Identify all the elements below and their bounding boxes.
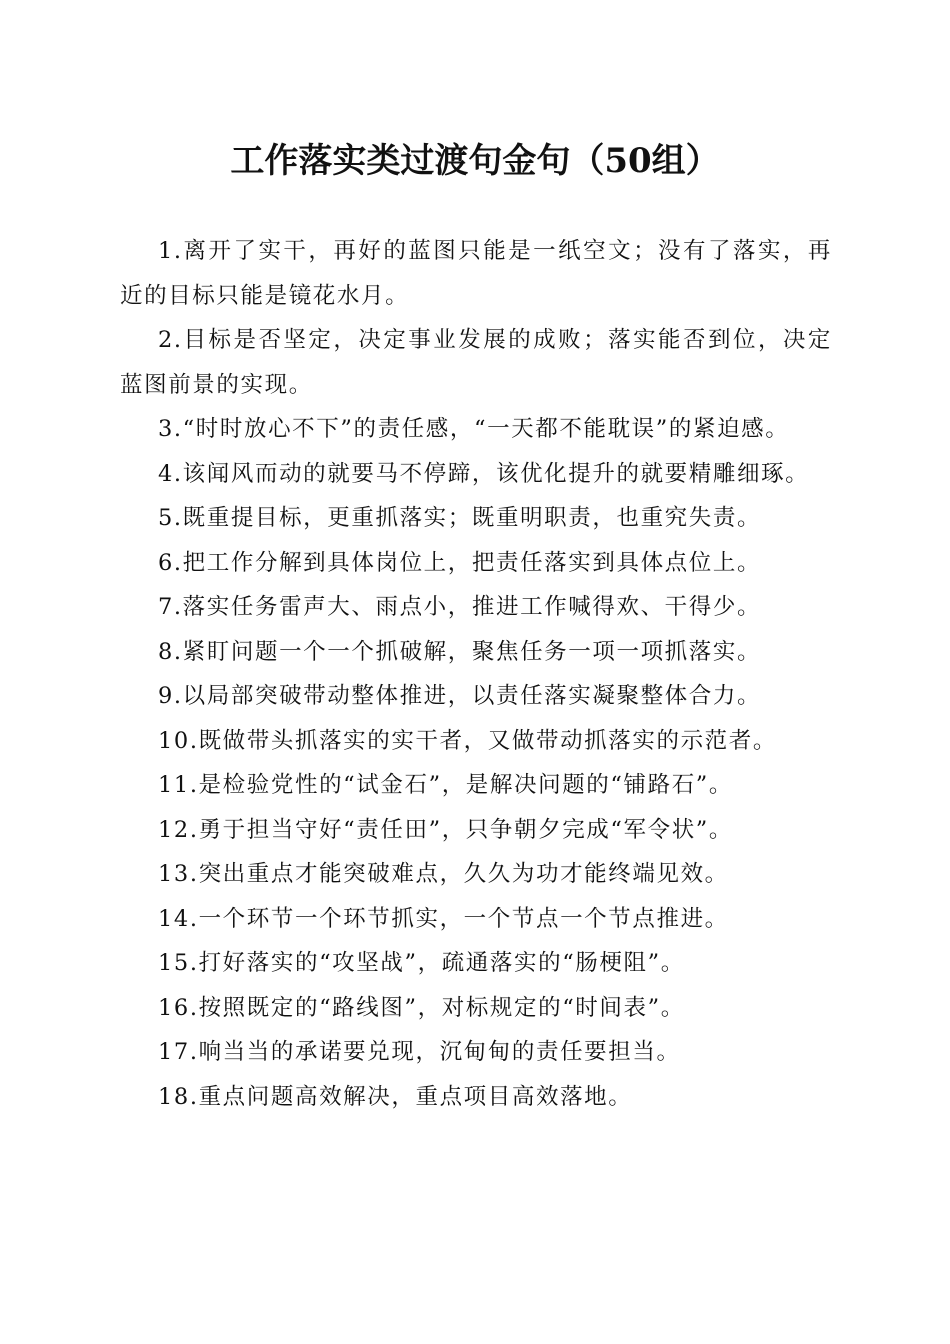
list-item: 1.离开了实干，再好的蓝图只能是一纸空文；没有了落实，再近的目标只能是镜花水月。 [120,238,832,309]
list-item: 3.“时时放心不下”的责任感，“一天都不能耽误”的紧迫感。 [158,416,790,442]
list-item: 8.紧盯问题一个一个抓破解，聚焦任务一项一项抓落实。 [158,638,762,665]
list-item: 17.响当当的承诺要兑现，沉甸甸的责任要担当。 [158,1039,681,1065]
list-item: 11.是检验党性的“试金石”，是解决问题的“铺路石”。 [158,772,733,798]
list-item: 7.落实任务雷声大、雨点小，推进工作喊得欢、干得少。 [158,594,762,620]
list-item: 12.勇于担当守好“责任田”，只争朝夕完成“军令状”。 [158,816,733,843]
list-item: 10.既做带头抓落实的实干者，又做带动抓落实的示范者。 [158,727,777,754]
list-item: 6.把工作分解到具体岗位上，把责任落实到具体点位上。 [158,549,762,576]
list-item: 18.重点问题高效解决，重点项目高效落地。 [158,1083,633,1110]
list-item: 16.按照既定的“路线图”，对标规定的“时间表”。 [158,994,685,1021]
list-item: 9.以局部突破带动整体推进，以责任落实凝聚整体合力。 [158,683,762,709]
list-item: 14.一个环节一个环节抓实，一个节点一个节点推进。 [158,905,729,932]
list-item: 4.该闻风而动的就要马不停蹄，该优化提升的就要精雕细琢。 [158,460,810,487]
document-body [120,229,832,1119]
list-item: 15.打好落实的“攻坚战”，疏通落实的“肠梗阻”。 [158,950,685,976]
document-title: 工作落实类过渡句金句（50组） [230,141,720,181]
list-item: 5.既重提目标，更重抓落实；既重明职责，也重究失责。 [158,505,762,531]
list-item: 13.突出重点才能突破难点，久久为功才能终端见效。 [158,861,729,887]
list-item: 2.目标是否坚定，决定事业发展的成败；落实能否到位，决定蓝图前景的实现。 [120,327,832,398]
